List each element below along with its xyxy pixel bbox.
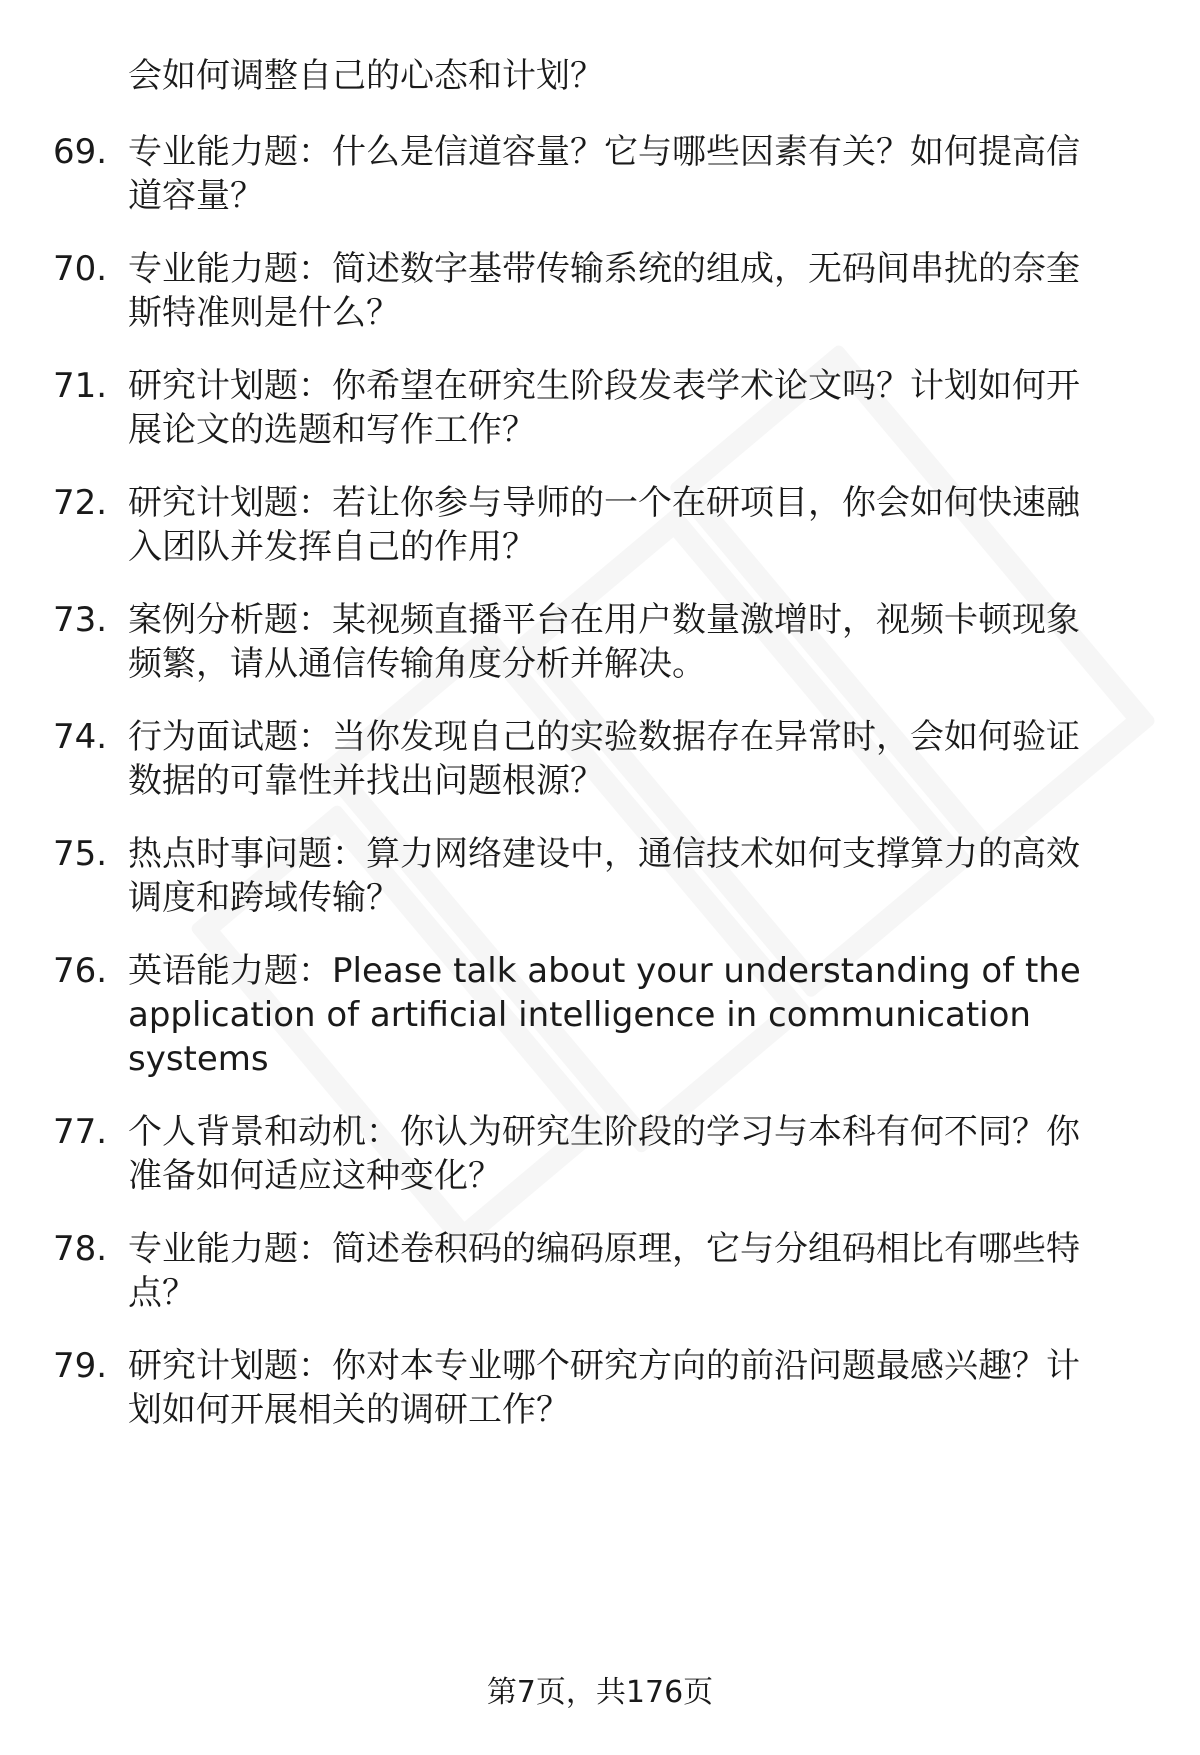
question-text: 划如何开展相关的调研工作？ bbox=[128, 1390, 570, 1430]
question-number: 76. bbox=[53, 951, 108, 991]
question-number: 73. bbox=[53, 600, 108, 640]
question-text: 点？ bbox=[128, 1273, 196, 1313]
page-footer: 第7页，共176页 bbox=[486, 1675, 714, 1710]
question-text: 专业能力题：简述卷积码的编码原理，它与分组码相比有哪些特 bbox=[128, 1229, 1080, 1269]
question-number: 77. bbox=[53, 1112, 108, 1152]
question-text: 研究计划题：若让你参与导师的一个在研项目，你会如何快速融 bbox=[128, 483, 1080, 523]
continuation-text: 会如何调整自己的心态和计划？ bbox=[128, 56, 604, 96]
question-number: 69. bbox=[53, 132, 108, 172]
question-text: systems bbox=[128, 1039, 269, 1079]
question-text: 数据的可靠性并找出问题根源？ bbox=[128, 761, 604, 801]
question-text: 研究计划题：你希望在研究生阶段发表学术论文吗？计划如何开 bbox=[128, 366, 1080, 406]
question-text: 热点时事问题：算力网络建设中，通信技术如何支撑算力的高效 bbox=[128, 834, 1080, 874]
question-text: 调度和跨域传输？ bbox=[128, 878, 400, 918]
question-text: 入团队并发挥自己的作用？ bbox=[128, 527, 536, 567]
question-text: 行为面试题：当你发现自己的实验数据存在异常时，会如何验证 bbox=[128, 717, 1080, 757]
question-text: 个人背景和动机：你认为研究生阶段的学习与本科有何不同？你 bbox=[128, 1112, 1080, 1152]
question-number: 74. bbox=[53, 717, 108, 757]
question-text: 频繁，请从通信传输角度分析并解决。 bbox=[128, 644, 706, 684]
question-number: 75. bbox=[53, 834, 108, 874]
question-number: 70. bbox=[53, 249, 108, 289]
question-text: 专业能力题：什么是信道容量？它与哪些因素有关？如何提高信 bbox=[128, 132, 1080, 172]
question-number: 72. bbox=[53, 483, 108, 523]
question-text: 研究计划题：你对本专业哪个研究方向的前沿问题最感兴趣？计 bbox=[128, 1346, 1080, 1386]
question-text: 英语能力题：Please talk about your understanding of the bbox=[128, 951, 1081, 991]
question-number: 78. bbox=[53, 1229, 108, 1269]
question-text: 专业能力题：简述数字基带传输系统的组成，无码间串扰的奈奎 bbox=[128, 249, 1080, 289]
question-number: 79. bbox=[53, 1346, 108, 1386]
question-text: 准备如何适应这种变化？ bbox=[128, 1156, 502, 1196]
question-text: 展论文的选题和写作工作？ bbox=[128, 410, 536, 450]
question-text: application of artificial intelligence in communication bbox=[128, 995, 1031, 1035]
question-number: 71. bbox=[53, 366, 108, 406]
question-text: 斯特准则是什么？ bbox=[128, 293, 400, 333]
question-text: 案例分析题：某视频直播平台在用户数量激增时，视频卡顿现象 bbox=[128, 600, 1080, 640]
question-text: 道容量？ bbox=[128, 176, 264, 216]
